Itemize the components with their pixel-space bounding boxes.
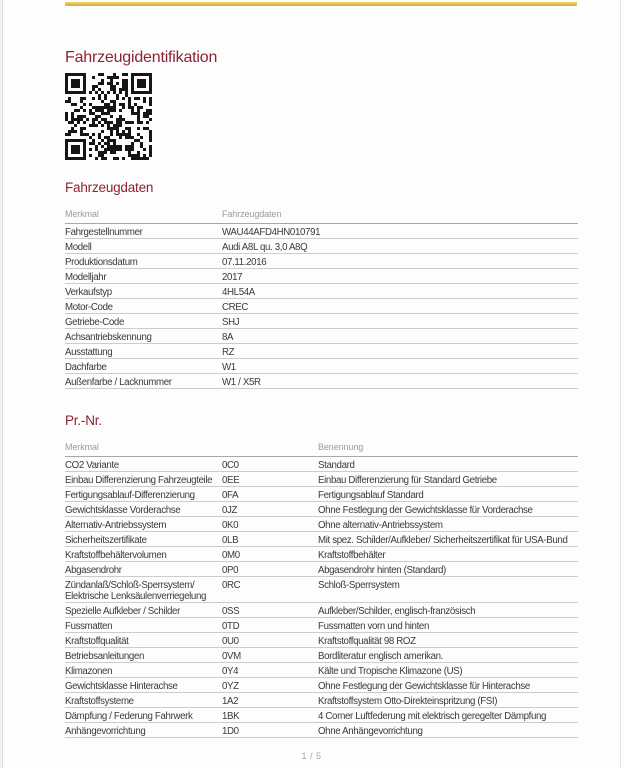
table-cell: W1 / X5R [222, 374, 578, 389]
table-row [65, 708, 578, 723]
table-cell: Kraftstoffbehälter [318, 547, 578, 562]
page-title: Fahrzeugidentifikation [65, 49, 218, 66]
column-header-fahrzeugdaten: Fahrzeugdaten [222, 209, 578, 224]
column-header-merkmal: Merkmal [65, 442, 222, 457]
table-cell: 0C0 [222, 457, 318, 472]
table-cell: Fertigungsablauf Standard [318, 487, 578, 502]
table-row [65, 269, 578, 284]
table-cell: Ohne Anhängevorrichtung [318, 723, 578, 738]
table-row [65, 457, 578, 472]
table-cell: 0TD [222, 618, 318, 633]
table-cell: 0M0 [222, 547, 318, 562]
table-row [65, 224, 578, 239]
table-cell: Zündanlaß/Schloß-Sperrsystem/ Elektrische Lenksäulenverriegelung [65, 577, 222, 603]
table-row [65, 723, 578, 738]
column-header-merkmal: Merkmal [65, 209, 222, 224]
table-row [65, 344, 578, 359]
section-pr-nr [65, 413, 578, 738]
table-cell: 0U0 [222, 633, 318, 648]
table-cell: Ohne Festlegung der Gewichtsklasse für Vorderachse [318, 502, 578, 517]
page-left-edge [2, 0, 3, 768]
table-cell: Einbau Differenzierung für Standard Getriebe [318, 472, 578, 487]
column-header-benennung: Benennung [318, 442, 578, 457]
table-cell: RZ [222, 344, 578, 359]
table-cell: Gewichtsklasse Vorderachse [65, 502, 222, 517]
table-cell: Schloß-Sperrsystem [318, 577, 578, 603]
table-row [65, 678, 578, 693]
table-row [65, 472, 578, 487]
table-cell: Kraftstoffbehältervolumen [65, 547, 222, 562]
table-cell: 0JZ [222, 502, 318, 517]
table-cell: 1A2 [222, 693, 318, 708]
report-page [65, 0, 578, 761]
table-row [65, 648, 578, 663]
table-cell: Ohne Festlegung der Gewichtsklasse für Hinterachse [318, 678, 578, 693]
table-row [65, 359, 578, 374]
table-cell: WAU44AFD4HN010791 [222, 224, 578, 239]
table-row [65, 532, 578, 547]
table-header-row [65, 209, 578, 224]
table-cell: Fahrgestellnummer [65, 224, 222, 239]
table-cell: Einbau Differenzierung Fahrzeugteile [65, 472, 222, 487]
table-cell: Ausstattung [65, 344, 222, 359]
table-cell: Modell [65, 239, 222, 254]
table-cell: Spezielle Aufkleber / Schilder [65, 603, 222, 618]
table-row [65, 547, 578, 562]
table-cell: Modelljahr [65, 269, 222, 284]
table-cell: CO2 Variante [65, 457, 222, 472]
table-cell: Standard [318, 457, 578, 472]
table-row [65, 562, 578, 577]
pr-nr-table [65, 442, 578, 738]
table-cell: Verkaufstyp [65, 284, 222, 299]
table-row [65, 693, 578, 708]
section-heading-fahrzeugdaten: Fahrzeugdaten [65, 180, 154, 195]
table-cell: Alternativ-Antriebssystem [65, 517, 222, 532]
table-cell: 0Y4 [222, 663, 318, 678]
page-number: 1 / 5 [301, 751, 322, 761]
fahrzeugdaten-table [65, 209, 578, 389]
table-row [65, 374, 578, 389]
table-row [65, 314, 578, 329]
table-row [65, 329, 578, 344]
table-cell: 07.11.2016 [222, 254, 578, 269]
table-cell: Klimazonen [65, 663, 222, 678]
table-row [65, 284, 578, 299]
table-cell: 1BK [222, 708, 318, 723]
table-cell: Kraftstoffqualität 98 ROZ [318, 633, 578, 648]
table-cell: Achsantriebskennung [65, 329, 222, 344]
table-cell: Sicherheitszertifikate [65, 532, 222, 547]
table-row [65, 517, 578, 532]
table-cell: Getriebe-Code [65, 314, 222, 329]
table-cell: 4 Corner Luftfederung mit elektrisch geregelter Dämpfung [318, 708, 578, 723]
table-row [65, 299, 578, 314]
table-cell: Dachfarbe [65, 359, 222, 374]
table-row [65, 633, 578, 648]
table-cell: Mit spez. Schilder/Aufkleber/ Sicherheitszertifikat für USA-Bund [318, 532, 578, 547]
table-cell: Bordliteratur englisch amerikan. [318, 648, 578, 663]
table-cell: 0EE [222, 472, 318, 487]
page-right-edge [620, 0, 621, 768]
table-row [65, 239, 578, 254]
table-cell: 1D0 [222, 723, 318, 738]
table-cell: 0RC [222, 577, 318, 603]
table-row [65, 487, 578, 502]
table-cell: Fussmatten vorn und hinten [318, 618, 578, 633]
table-cell: Ohne alternativ-Antriebssystem [318, 517, 578, 532]
table-cell: Produktionsdatum [65, 254, 222, 269]
qr-code-icon [65, 73, 153, 161]
table-cell: Kraftstoffsysteme [65, 693, 222, 708]
table-cell: 4HL54A [222, 284, 578, 299]
table-cell: Kraftstoffsystem Otto-Direkteinspritzung (FSI) [318, 693, 578, 708]
table-cell: Motor-Code [65, 299, 222, 314]
table-cell: SHJ [222, 314, 578, 329]
table-cell: Fussmatten [65, 618, 222, 633]
column-header-code [222, 442, 318, 457]
table-cell: Kälte und Tropische Klimazone (US) [318, 663, 578, 678]
table-cell: Anhängevorrichtung [65, 723, 222, 738]
table-cell: Außenfarbe / Lacknummer [65, 374, 222, 389]
table-cell: 0SS [222, 603, 318, 618]
table-cell: Abgasendrohr [65, 562, 222, 577]
table-header-row [65, 442, 578, 457]
table-cell: CREC [222, 299, 578, 314]
table-row [65, 618, 578, 633]
table-cell: Dämpfung / Federung Fahrwerk [65, 708, 222, 723]
table-cell: 0LB [222, 532, 318, 547]
table-cell: Kraftstoffqualität [65, 633, 222, 648]
table-cell: Aufkleber/Schilder, englisch-französisch [318, 603, 578, 618]
table-cell: 2017 [222, 269, 578, 284]
table-row [65, 603, 578, 618]
table-cell: 0P0 [222, 562, 318, 577]
table-cell: Gewichtsklasse Hinterachse [65, 678, 222, 693]
table-row [65, 254, 578, 269]
pr-nr-table-body [65, 457, 578, 738]
table-row [65, 663, 578, 678]
fahrzeugdaten-table-body [65, 224, 578, 389]
section-fahrzeugdaten [65, 180, 578, 389]
table-cell: Abgasendrohr hinten (Standard) [318, 562, 578, 577]
table-cell: 0FA [222, 487, 318, 502]
table-cell: 8A [222, 329, 578, 344]
table-cell: 0YZ [222, 678, 318, 693]
table-cell: Audi A8L qu. 3,0 A8Q [222, 239, 578, 254]
table-cell: 0VM [222, 648, 318, 663]
section-heading-pr-nr: Pr.-Nr. [65, 413, 102, 428]
table-row [65, 577, 578, 603]
table-cell: 0K0 [222, 517, 318, 532]
table-cell: Betriebsanleitungen [65, 648, 222, 663]
table-cell: W1 [222, 359, 578, 374]
table-cell: Fertigungsablauf-Differenzierung [65, 487, 222, 502]
table-row [65, 502, 578, 517]
